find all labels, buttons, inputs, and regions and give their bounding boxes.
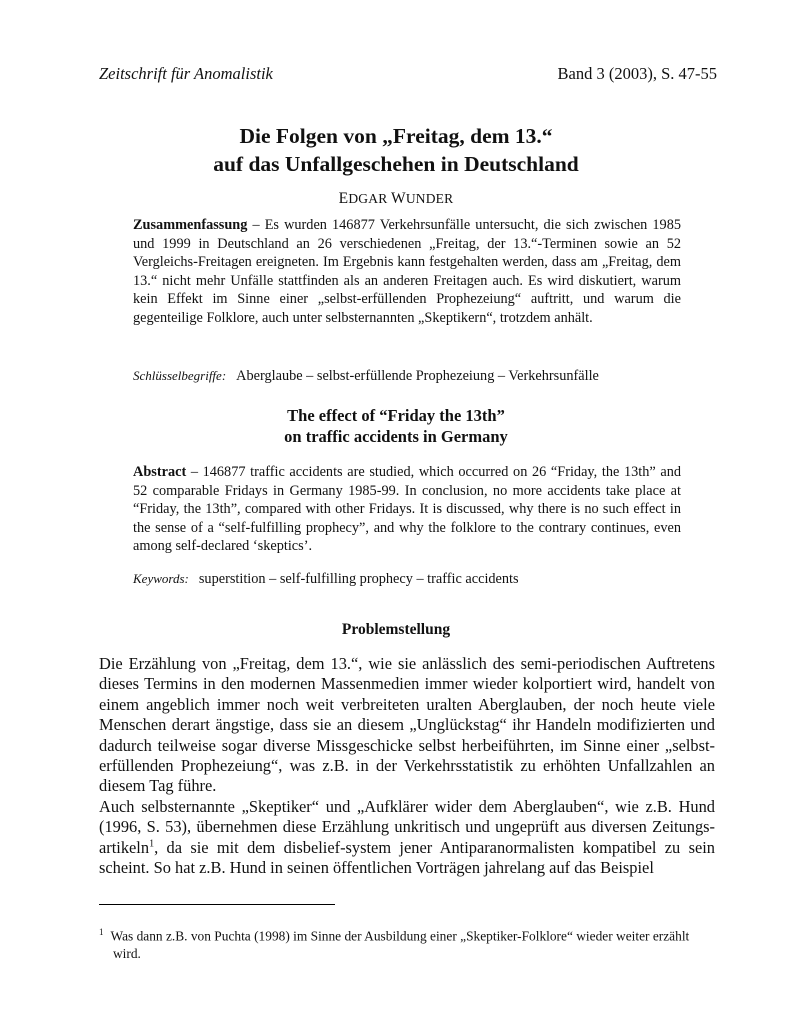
volume-pages: Band 3 (2003), S. 47-55 xyxy=(557,64,717,83)
keywords-german-text: Aberglaube – selbst-erfüllende Prophezeiung – Verkehrsunfälle xyxy=(236,368,599,384)
keywords-english-text: superstition – self-fulfilling prophecy – traffic accidents xyxy=(198,571,519,587)
body-paragraph-2: Auch selbsternannte „Skeptiker“ und „Aufklärer wider dem Aberglauben“, wie z.B. Hund (1996, S. 53), übernehmen diese Erzählung unkritisch und ungeprüft aus diversen Zeitungs-artikeln$^1$, da sie mit dem disbelief-system jener Antiparanormalisten kompatibel zu sein scheint. So hat z.B. Hund in seinen öffentlichen Vorträgen jahrelang auf das Beispiel xyxy=(99,797,715,878)
keywords-english xyxy=(133,570,681,588)
keywords-german xyxy=(133,367,681,385)
journal-name: Zeitschrift für Anomalistik xyxy=(99,64,273,83)
english-title-line-2: on traffic accidents in Germany xyxy=(284,427,508,446)
abstract-german xyxy=(133,216,681,328)
footnote-text: Was dann z.B. von Puchta (1998) im Sinne der Ausbildung einer „Skeptiker-Folklore“ wieder weiter erzählt wird. xyxy=(110,928,690,962)
running-header xyxy=(99,64,717,88)
footnote-separator xyxy=(99,904,335,905)
paper-title-line-1: Die Folgen von „Freitag, dem 13.“ xyxy=(239,124,553,148)
keywords-german-label: Schlüsselbegriffe: xyxy=(133,368,227,383)
section-heading: Problemstellung xyxy=(341,621,451,638)
footnote-marker: 1 xyxy=(149,838,155,850)
abstract-german-label: Zusammenfassung xyxy=(133,217,248,233)
english-title xyxy=(0,405,792,447)
abstract-english-label: Abstract xyxy=(133,464,187,480)
footnote-number: 1 xyxy=(99,927,104,937)
footnote xyxy=(99,923,716,963)
keywords-english-label: Keywords: xyxy=(133,571,189,586)
paper-title-line-2: auf das Unfallgeschehen in Deutschland xyxy=(213,152,579,176)
abstract-english-text: – 146877 traffic accidents are studied, which occurred on 26 “Friday, the 13th” and 52 comparable Fridays in Germany 1985-99. In conclusion, no more accidents take place at “Friday, the 13th”, compared with other Fridays. It is discussed, why there is no such effect in the sense of a “self-fulfilling prophecy”, and why the folklore to the contrary continues, even among self-declared ‘skeptics’. xyxy=(133,464,681,555)
author-name: EDGAR WUNDER xyxy=(338,190,454,207)
english-title-line-1: The effect of “Friday the 13th” xyxy=(287,406,505,425)
abstract-german-text: – Es wurden 146877 Verkehrsunfälle untersucht, die sich zwischen 1985 und 1999 in Deutschland an 26 verschiedenen „Freitag, der 13.“-Terminen sowie an 52 Vergleichs-Freitagen ereigneten. Im Ergebnis kann festgehalten werden, dass am „Freitag, dem 13.“ nicht mehr Unfälle stattfinden als an anderen Freitagen auch. Es wird diskutiert, warum kein Effekt im Sinne einer „selbst-erfüllenden Prophezeiung“ auftritt, und warum die gegenteilige Folklore, auch unter selbsternannten „Skeptikern“, trotzdem anhält. xyxy=(133,217,681,326)
abstract-english xyxy=(133,463,681,556)
body-paragraph-1: Die Erzählung von „Freitag, dem 13.“, wie sie anlässlich des semi-periodischen Auftretens dieses Termins in den modernen Massenmedien immer wieder kolportiert wird, handelt von einem angeblich immer noch weit verbreiteten uralten Aberglauben, der noch heute viele Menschen derart ängstige, dass sie an diesem „Unglückstag“ ihr Handeln modifizierten und dadurch teilweise sogar diverse Missgeschicke selbst herbeiführten, im Sinne einer „selbst-erfüllenden Prophezeiung“, was z.B. in der Verkehrsstatistik zu erhöhten Unfallzahlen an diesem Tag führe. xyxy=(99,654,715,796)
paper-title xyxy=(60,122,732,178)
